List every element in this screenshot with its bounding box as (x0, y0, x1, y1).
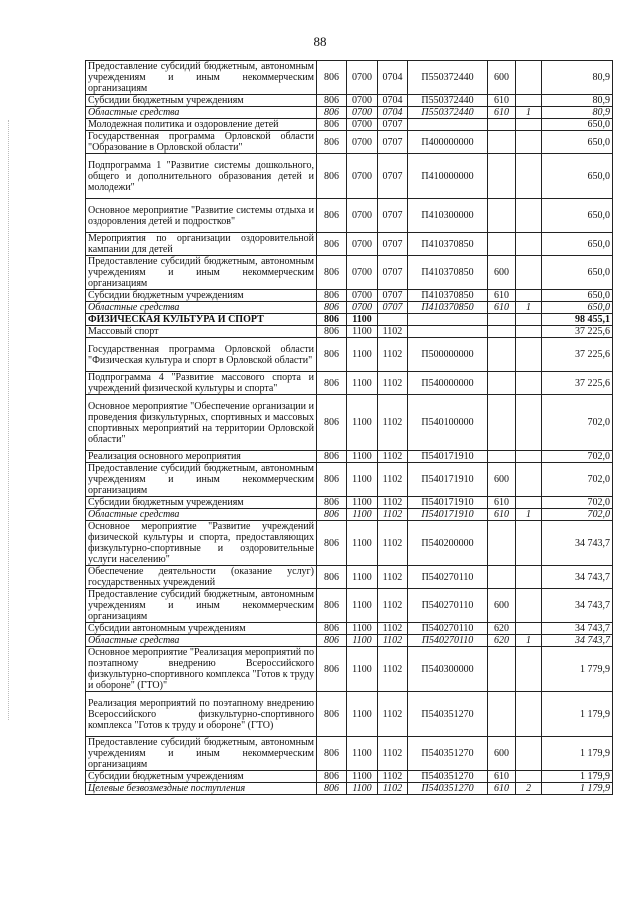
table-row (86, 692, 613, 737)
expense-type-cell: 620 (488, 623, 516, 635)
subsection-code-cell: 0704 (378, 107, 408, 119)
target-article-cell: П550372440 (408, 95, 488, 107)
table-row (86, 589, 613, 623)
funding-source-cell (516, 119, 542, 131)
section-code-cell: 1100 (347, 623, 378, 635)
expense-type-cell: 610 (488, 290, 516, 302)
ved-code-cell: 806 (317, 566, 347, 589)
target-article-cell: П410370850 (408, 290, 488, 302)
amount-cell: 34 743,7 (542, 589, 613, 623)
amount-cell: 650,0 (542, 233, 613, 256)
amount-cell: 650,0 (542, 119, 613, 131)
subsection-code-cell: 0707 (378, 131, 408, 154)
expense-type-cell (488, 647, 516, 692)
target-article-cell: П410370850 (408, 233, 488, 256)
table-row (86, 635, 613, 647)
expense-type-cell: 600 (488, 737, 516, 771)
subsection-code-cell: 1102 (378, 692, 408, 737)
target-article-cell: П540171910 (408, 463, 488, 497)
row-name-cell: Областные средства (86, 302, 317, 314)
table-row (86, 463, 613, 497)
amount-cell: 650,0 (542, 290, 613, 302)
section-code-cell: 0700 (347, 95, 378, 107)
row-name-cell: Подпрограмма 1 "Развитие системы дошкольного, общего и дополнительного образования детей и молодежи" (86, 154, 317, 199)
section-code-cell: 1100 (347, 372, 378, 395)
subsection-code-cell: 0707 (378, 154, 408, 199)
subsection-code-cell: 1102 (378, 589, 408, 623)
row-name-cell: Основное мероприятие "Развитие системы отдыха и оздоровления детей и подростков" (86, 199, 317, 233)
ved-code-cell: 806 (317, 372, 347, 395)
section-code-cell: 1100 (347, 566, 378, 589)
section-code-cell: 0700 (347, 119, 378, 131)
ved-code-cell: 806 (317, 61, 347, 95)
table-row (86, 95, 613, 107)
subsection-code-cell: 1102 (378, 463, 408, 497)
target-article-cell: П540351270 (408, 771, 488, 783)
row-name-cell: Массовый спорт (86, 326, 317, 338)
target-article-cell: П540270110 (408, 566, 488, 589)
section-code-cell: 1100 (347, 692, 378, 737)
table-row (86, 154, 613, 199)
funding-source-cell (516, 290, 542, 302)
expense-type-cell (488, 338, 516, 372)
ved-code-cell: 806 (317, 290, 347, 302)
table-row (86, 771, 613, 783)
table-row (86, 233, 613, 256)
expense-type-cell: 600 (488, 589, 516, 623)
subsection-code-cell: 1102 (378, 521, 408, 566)
funding-source-cell (516, 233, 542, 256)
subsection-code-cell: 0704 (378, 61, 408, 95)
table-row (86, 290, 613, 302)
amount-cell: 650,0 (542, 131, 613, 154)
row-name-cell: Субсидии автономным учреждениям (86, 623, 317, 635)
funding-source-cell (516, 623, 542, 635)
ved-code-cell: 806 (317, 451, 347, 463)
funding-source-cell (516, 326, 542, 338)
amount-cell: 37 225,6 (542, 372, 613, 395)
amount-cell: 1 179,9 (542, 737, 613, 771)
section-code-cell: 1100 (347, 521, 378, 566)
expense-type-cell (488, 233, 516, 256)
amount-cell: 1 179,9 (542, 692, 613, 737)
funding-source-cell: 1 (516, 107, 542, 119)
row-name-cell: Реализация основного мероприятия (86, 451, 317, 463)
subsection-code-cell: 1102 (378, 566, 408, 589)
table-row (86, 783, 613, 795)
subsection-code-cell: 0707 (378, 199, 408, 233)
expense-type-cell: 620 (488, 635, 516, 647)
funding-source-cell (516, 314, 542, 326)
section-code-cell: 0700 (347, 256, 378, 290)
section-code-cell: 1100 (347, 737, 378, 771)
ved-code-cell: 806 (317, 647, 347, 692)
amount-cell: 702,0 (542, 509, 613, 521)
amount-cell: 34 743,7 (542, 566, 613, 589)
section-code-cell: 1100 (347, 463, 378, 497)
expense-type-cell: 610 (488, 497, 516, 509)
row-name-cell: Субсидии бюджетным учреждениям (86, 95, 317, 107)
amount-cell: 1 179,9 (542, 783, 613, 795)
row-name-cell: Предоставление субсидий бюджетным, автономным учреждениям и иным некоммерческим организациям (86, 256, 317, 290)
ved-code-cell: 806 (317, 771, 347, 783)
row-name-cell: Предоставление субсидий бюджетным, автономным учреждениям и иным некоммерческим организациям (86, 61, 317, 95)
ved-code-cell: 806 (317, 233, 347, 256)
expense-type-cell (488, 199, 516, 233)
amount-cell: 80,9 (542, 61, 613, 95)
amount-cell: 34 743,7 (542, 623, 613, 635)
target-article-cell: П400000000 (408, 131, 488, 154)
table-row (86, 302, 613, 314)
page-number: 88 (313, 34, 327, 49)
section-code-cell: 1100 (347, 509, 378, 521)
funding-source-cell (516, 154, 542, 199)
funding-source-cell: 2 (516, 783, 542, 795)
ved-code-cell: 806 (317, 509, 347, 521)
section-code-cell: 0700 (347, 107, 378, 119)
table-row (86, 131, 613, 154)
target-article-cell: П410370850 (408, 302, 488, 314)
expense-type-cell: 600 (488, 256, 516, 290)
subsection-code-cell: 1102 (378, 647, 408, 692)
ved-code-cell: 806 (317, 395, 347, 451)
section-code-cell: 1100 (347, 395, 378, 451)
section-code-cell: 0700 (347, 131, 378, 154)
table-row (86, 372, 613, 395)
expense-type-cell: 600 (488, 61, 516, 95)
funding-source-cell (516, 771, 542, 783)
subsection-code-cell: 0707 (378, 302, 408, 314)
target-article-cell: П410000000 (408, 154, 488, 199)
table-row (86, 497, 613, 509)
subsection-code-cell: 1102 (378, 338, 408, 372)
amount-cell: 80,9 (542, 107, 613, 119)
expense-type-cell (488, 521, 516, 566)
amount-cell: 650,0 (542, 199, 613, 233)
section-code-cell: 1100 (347, 314, 378, 326)
expense-type-cell (488, 326, 516, 338)
target-article-cell: П550372440 (408, 107, 488, 119)
section-code-cell: 0700 (347, 154, 378, 199)
funding-source-cell (516, 199, 542, 233)
amount-cell: 702,0 (542, 395, 613, 451)
section-code-cell: 1100 (347, 451, 378, 463)
expense-type-cell: 610 (488, 107, 516, 119)
target-article-cell (408, 326, 488, 338)
funding-source-cell: 1 (516, 509, 542, 521)
amount-cell: 702,0 (542, 497, 613, 509)
row-name-cell: Государственная программа Орловской области "Образование в Орловской области" (86, 131, 317, 154)
amount-cell: 650,0 (542, 256, 613, 290)
table-row (86, 326, 613, 338)
funding-source-cell (516, 497, 542, 509)
funding-source-cell (516, 521, 542, 566)
row-name-cell: Предоставление субсидий бюджетным, автономным учреждениям и иным некоммерческим организациям (86, 737, 317, 771)
target-article-cell: П550372440 (408, 61, 488, 95)
section-code-cell: 0700 (347, 302, 378, 314)
amount-cell: 702,0 (542, 451, 613, 463)
row-name-cell: Подпрограмма 4 "Развитие массового спорта и учреждений физической культуры и спорта" (86, 372, 317, 395)
section-code-cell: 1100 (347, 338, 378, 372)
ved-code-cell: 806 (317, 154, 347, 199)
ved-code-cell: 806 (317, 95, 347, 107)
target-article-cell: П540171910 (408, 509, 488, 521)
funding-source-cell (516, 566, 542, 589)
subsection-code-cell (378, 314, 408, 326)
target-article-cell: П540171910 (408, 497, 488, 509)
expense-type-cell (488, 314, 516, 326)
funding-source-cell (516, 395, 542, 451)
ved-code-cell: 806 (317, 521, 347, 566)
section-code-cell: 1100 (347, 326, 378, 338)
section-code-cell: 1100 (347, 771, 378, 783)
subsection-code-cell: 1102 (378, 509, 408, 521)
section-code-cell: 1100 (347, 635, 378, 647)
funding-source-cell (516, 95, 542, 107)
target-article-cell: П540300000 (408, 647, 488, 692)
ved-code-cell: 806 (317, 338, 347, 372)
subsection-code-cell: 1102 (378, 451, 408, 463)
expense-type-cell (488, 451, 516, 463)
subsection-code-cell: 0707 (378, 119, 408, 131)
funding-source-cell (516, 737, 542, 771)
row-name-cell: Основное мероприятие "Обеспечение организации и проведения физкультурных, спортивных и массовых спортивных мероприятий на территории Орловской области" (86, 395, 317, 451)
funding-source-cell (516, 131, 542, 154)
ved-code-cell: 806 (317, 497, 347, 509)
table-row (86, 737, 613, 771)
table-row (86, 647, 613, 692)
amount-cell: 1 179,9 (542, 771, 613, 783)
funding-source-cell (516, 589, 542, 623)
row-name-cell: Предоставление субсидий бюджетным, автономным учреждениям и иным некоммерческим организациям (86, 463, 317, 497)
row-name-cell: Областные средства (86, 509, 317, 521)
row-name-cell: Обеспечение деятельности (оказание услуг) государственных учреждений (86, 566, 317, 589)
ved-code-cell: 806 (317, 119, 347, 131)
subsection-code-cell: 0704 (378, 95, 408, 107)
table-row (86, 338, 613, 372)
ved-code-cell: 806 (317, 783, 347, 795)
subsection-code-cell: 1102 (378, 497, 408, 509)
target-article-cell: П540270110 (408, 589, 488, 623)
ved-code-cell: 806 (317, 199, 347, 233)
ved-code-cell: 806 (317, 463, 347, 497)
expense-type-cell (488, 566, 516, 589)
expense-type-cell: 600 (488, 463, 516, 497)
row-name-cell: Реализация мероприятий по поэтапному внедрению Всероссийского физкультурно-спортивного комплекса "Готов к труду и обороне" (ГТО) (86, 692, 317, 737)
row-name-cell: Областные средства (86, 635, 317, 647)
section-code-cell: 0700 (347, 199, 378, 233)
funding-source-cell: 1 (516, 635, 542, 647)
ved-code-cell: 806 (317, 302, 347, 314)
table-row (86, 256, 613, 290)
row-name-cell: Основное мероприятие "Развитие учреждений физической культуры и спорта, предоставляющих физкультурно-спортивные и оздоровительные услуги населению" (86, 521, 317, 566)
table-row (86, 395, 613, 451)
section-code-cell: 0700 (347, 290, 378, 302)
subsection-code-cell: 1102 (378, 635, 408, 647)
amount-cell: 1 779,9 (542, 647, 613, 692)
budget-table (85, 60, 613, 795)
row-name-cell: ФИЗИЧЕСКАЯ КУЛЬТУРА И СПОРТ (86, 314, 317, 326)
subsection-code-cell: 1102 (378, 395, 408, 451)
subsection-code-cell: 1102 (378, 372, 408, 395)
expense-type-cell (488, 154, 516, 199)
ved-code-cell: 806 (317, 314, 347, 326)
amount-cell: 37 225,6 (542, 338, 613, 372)
row-name-cell: Мероприятия по организации оздоровительной кампании для детей (86, 233, 317, 256)
table-row (86, 623, 613, 635)
amount-cell: 34 743,7 (542, 521, 613, 566)
table-row (86, 119, 613, 131)
target-article-cell: П540000000 (408, 372, 488, 395)
row-name-cell: Предоставление субсидий бюджетным, автономным учреждениям и иным некоммерческим организациям (86, 589, 317, 623)
ved-code-cell: 806 (317, 589, 347, 623)
ved-code-cell: 806 (317, 326, 347, 338)
funding-source-cell (516, 692, 542, 737)
amount-cell: 80,9 (542, 95, 613, 107)
expense-type-cell (488, 372, 516, 395)
table-row (86, 451, 613, 463)
ved-code-cell: 806 (317, 256, 347, 290)
table-row (86, 107, 613, 119)
target-article-cell: П540351270 (408, 692, 488, 737)
funding-source-cell (516, 61, 542, 95)
section-code-cell: 0700 (347, 233, 378, 256)
target-article-cell: П500000000 (408, 338, 488, 372)
target-article-cell: П540100000 (408, 395, 488, 451)
row-name-cell: Субсидии бюджетным учреждениям (86, 771, 317, 783)
section-code-cell: 1100 (347, 783, 378, 795)
funding-source-cell (516, 372, 542, 395)
subsection-code-cell: 1102 (378, 783, 408, 795)
table-row (86, 509, 613, 521)
target-article-cell (408, 314, 488, 326)
subsection-code-cell: 1102 (378, 623, 408, 635)
scan-edge-marks (8, 120, 11, 720)
subsection-code-cell: 1102 (378, 737, 408, 771)
row-name-cell: Государственная программа Орловской области "Физическая культура и спорт в Орловской области" (86, 338, 317, 372)
target-article-cell: П540351270 (408, 737, 488, 771)
table-row (86, 314, 613, 326)
table-row (86, 566, 613, 589)
expense-type-cell: 610 (488, 509, 516, 521)
row-name-cell: Областные средства (86, 107, 317, 119)
ved-code-cell: 806 (317, 107, 347, 119)
expense-type-cell: 610 (488, 771, 516, 783)
section-code-cell: 1100 (347, 497, 378, 509)
ved-code-cell: 806 (317, 692, 347, 737)
target-article-cell: П410300000 (408, 199, 488, 233)
subsection-code-cell: 1102 (378, 771, 408, 783)
amount-cell: 37 225,6 (542, 326, 613, 338)
expense-type-cell (488, 692, 516, 737)
amount-cell: 98 455,1 (542, 314, 613, 326)
target-article-cell: П410370850 (408, 256, 488, 290)
funding-source-cell (516, 256, 542, 290)
target-article-cell (408, 119, 488, 131)
funding-source-cell (516, 451, 542, 463)
row-name-cell: Субсидии бюджетным учреждениям (86, 497, 317, 509)
ved-code-cell: 806 (317, 737, 347, 771)
target-article-cell: П540200000 (408, 521, 488, 566)
subsection-code-cell: 0707 (378, 233, 408, 256)
row-name-cell: Основное мероприятие "Реализация мероприятий по поэтапному внедрению Всероссийского физкультурно-спортивного комплекса "Готов к труду и обороне" (ГТО)" (86, 647, 317, 692)
amount-cell: 650,0 (542, 302, 613, 314)
ved-code-cell: 806 (317, 635, 347, 647)
ved-code-cell: 806 (317, 131, 347, 154)
expense-type-cell: 610 (488, 783, 516, 795)
expense-type-cell (488, 131, 516, 154)
target-article-cell: П540270110 (408, 623, 488, 635)
section-code-cell: 1100 (347, 589, 378, 623)
section-code-cell: 0700 (347, 61, 378, 95)
expense-type-cell: 610 (488, 302, 516, 314)
row-name-cell: Целевые безвозмездные поступления (86, 783, 317, 795)
row-name-cell: Субсидии бюджетным учреждениям (86, 290, 317, 302)
funding-source-cell (516, 647, 542, 692)
funding-source-cell (516, 338, 542, 372)
section-code-cell: 1100 (347, 647, 378, 692)
table-row (86, 199, 613, 233)
subsection-code-cell: 0707 (378, 256, 408, 290)
target-article-cell: П540171910 (408, 451, 488, 463)
target-article-cell: П540270110 (408, 635, 488, 647)
ved-code-cell: 806 (317, 623, 347, 635)
subsection-code-cell: 1102 (378, 326, 408, 338)
expense-type-cell (488, 395, 516, 451)
row-name-cell: Молодежная политика и оздоровление детей (86, 119, 317, 131)
funding-source-cell: 1 (516, 302, 542, 314)
funding-source-cell (516, 463, 542, 497)
amount-cell: 702,0 (542, 463, 613, 497)
target-article-cell: П540351270 (408, 783, 488, 795)
amount-cell: 34 743,7 (542, 635, 613, 647)
amount-cell: 650,0 (542, 154, 613, 199)
expense-type-cell: 610 (488, 95, 516, 107)
subsection-code-cell: 0707 (378, 290, 408, 302)
expense-type-cell (488, 119, 516, 131)
table-row (86, 61, 613, 95)
table-row (86, 521, 613, 566)
